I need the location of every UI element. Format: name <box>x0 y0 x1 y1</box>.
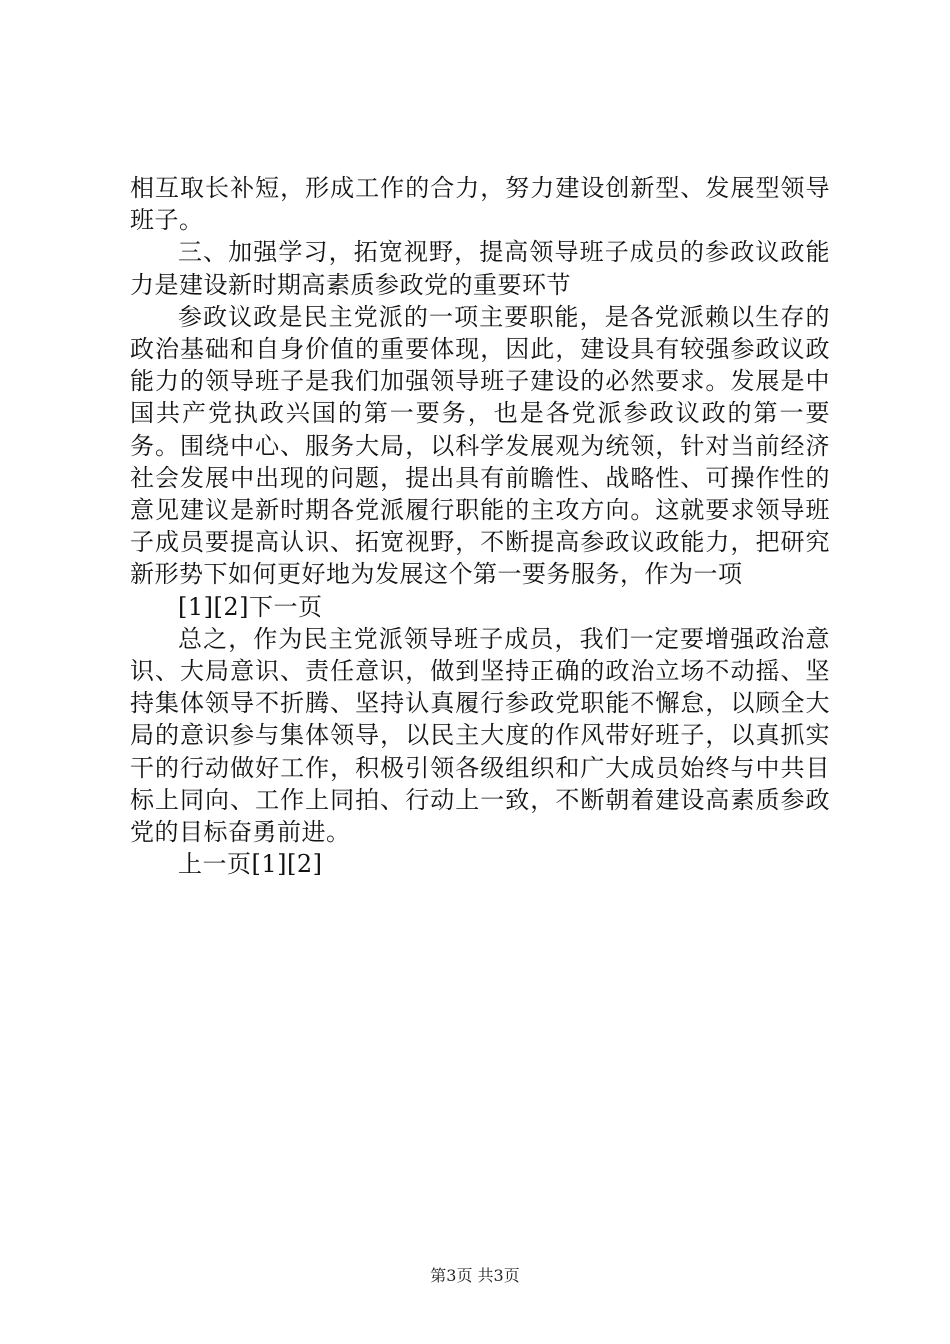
page-footer: 第3页 共3页 <box>430 1266 520 1285</box>
paragraph-body: 参政议政是民主党派的一项主要职能，是各党派赖以生存的政治基础和自身价值的重要体现，因此，建设具有较强参政议政能力的领导班子是我们加强领导班子建设的必然要求。发展是中国共产党执政兴国的第一要务，也是各党派参政议政的第一要务。围绕中心、服务大局，以科学发展观为统领，针对当前经济社会发展中出现的问题，提出具有前瞻性、战略性、可操作性的意见建议是新时期各党派履行职能的主攻方向。这就要求领导班子成员要提高认识、拓宽视野，不断提高参政议政能力，把研究新形势下如何更好地为发展这个第一要务服务，作为一项 <box>130 302 830 589</box>
document-body <box>130 172 830 880</box>
paragraph-continuation: 相互取长补短，形成工作的合力，努力建设创新型、发展型领导班子。 <box>130 174 830 235</box>
section-heading: 三、加强学习，拓宽视野，提高领导班子成员的参政议政能力是建设新时期高素质参政党的重要环节 <box>130 238 830 299</box>
pagination-prev-link[interactable]: 上一页[1][2] <box>178 850 323 879</box>
pagination-next-link[interactable]: [1][2]下一页 <box>178 592 323 621</box>
paragraph-conclusion: 总之，作为民主党派领导班子成员，我们一定要增强政治意识、大局意识、责任意识，做到坚持正确的政治立场不动摇、坚持集体领导不折腾、坚持认真履行参政党职能不懈怠，以顾全大局的意识参与集体领导，以民主大度的作风带好班子，以真抓实干的行动做好工作，积极引领各级组织和广大成员始终与中共目标上同向、工作上同拍、行动上一致，不断朝着建设高素质参政党的目标奋勇前进。 <box>130 624 830 847</box>
